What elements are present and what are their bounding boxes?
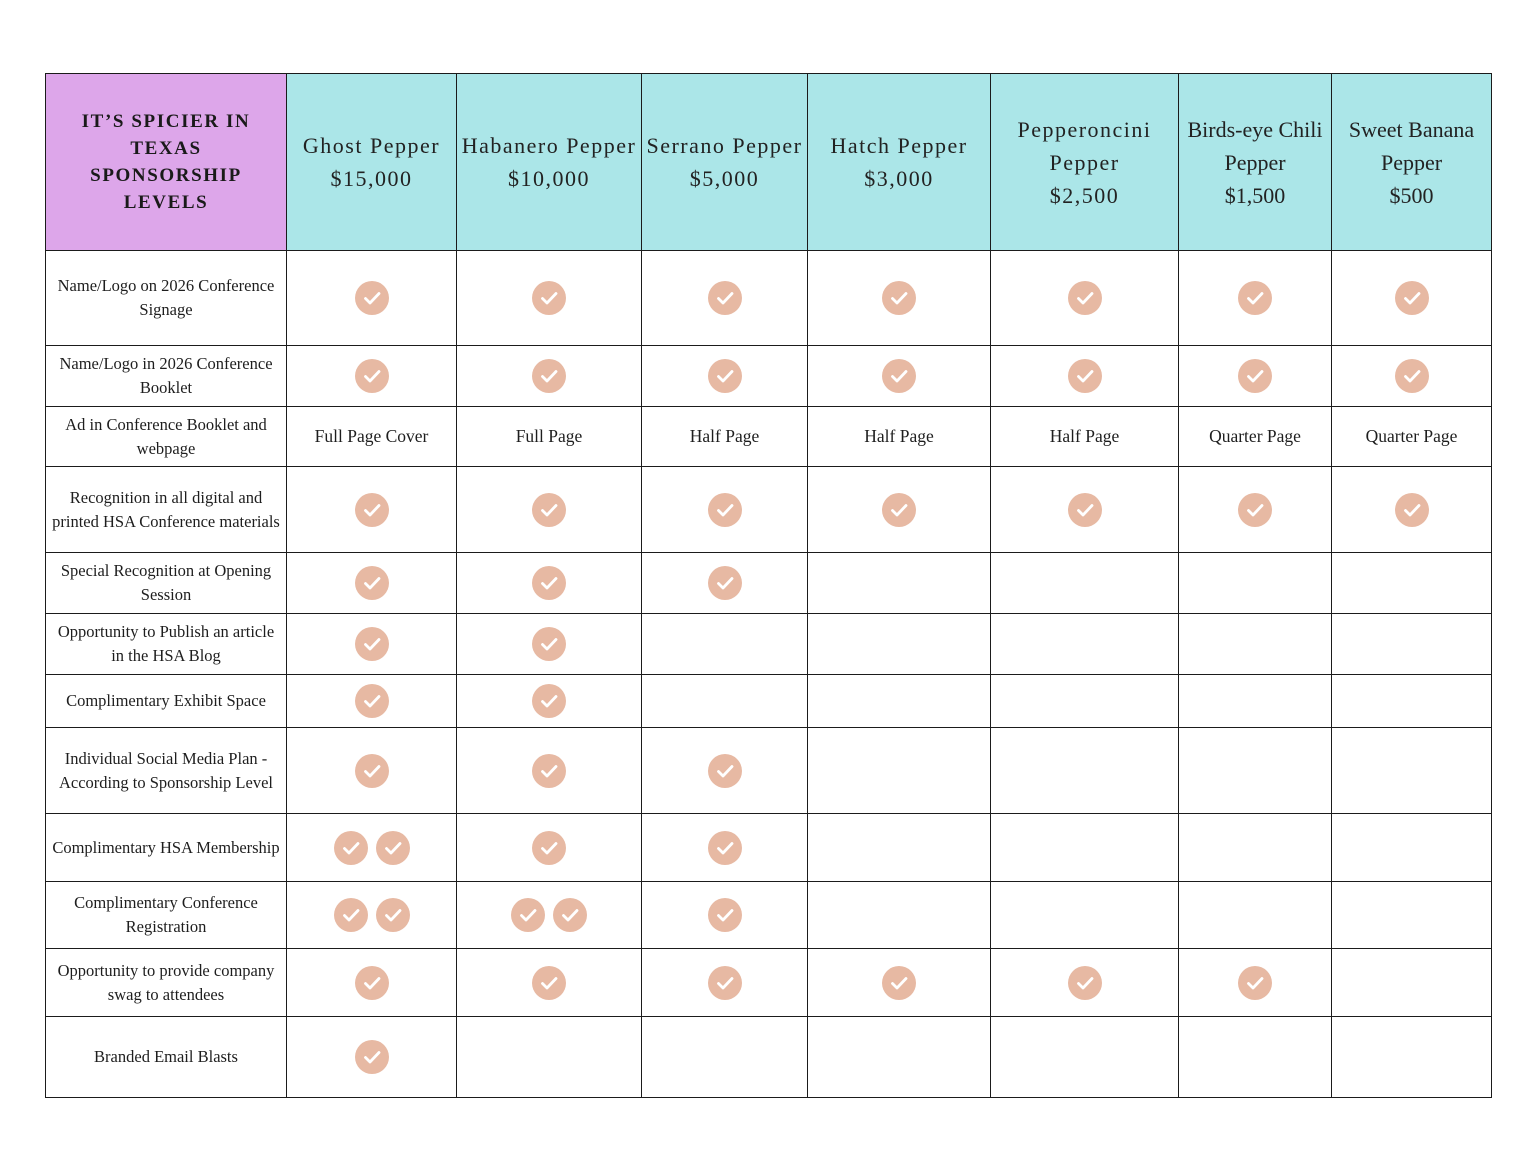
table-row [46,614,1492,675]
table-row [46,467,1492,553]
feature-label: Complimentary HSA Membership [46,814,287,882]
level-header [991,74,1179,251]
benefit-cell [287,882,457,949]
table-row [46,949,1492,1017]
check-circle-icon [708,359,742,393]
check-circle-icon [1068,281,1102,315]
benefit-cell [1179,1017,1332,1098]
check-circle-icon [532,831,566,865]
benefit-cell [991,346,1179,407]
benefit-cell [642,949,808,1017]
level-price: $500 [1389,182,1434,208]
benefit-cell [1179,949,1332,1017]
level-price: $10,000 [508,166,590,191]
check-circle-icon [334,831,368,865]
benefit-cell [1179,614,1332,675]
benefit-cell [991,675,1179,728]
benefit-cell [1332,882,1492,949]
benefit-cell [1332,251,1492,346]
level-name: Pepperoncini Pepper [1017,116,1152,175]
benefit-cell [287,814,457,882]
check-circle-icon [1068,966,1102,1000]
benefit-cell [642,728,808,814]
check-circle-icon [882,281,916,315]
check-circle-icon [355,359,389,393]
benefit-cell [808,346,991,407]
benefit-cell [808,675,991,728]
table-title-text: IT’S SPICIER IN TEXAS SPONSORSHIP LEVELS [81,111,251,213]
benefit-cell [287,949,457,1017]
benefit-cell [642,814,808,882]
level-name: Sweet Banana Pepper [1348,116,1475,175]
check-circle-icon [532,566,566,600]
benefit-cell [808,728,991,814]
check-circle-icon [708,493,742,527]
benefit-cell [1332,728,1492,814]
check-circle-icon [532,627,566,661]
benefit-cell [1332,467,1492,553]
check-circle-icon [1238,493,1272,527]
level-name: Birds-eye Chili Pepper [1187,116,1323,175]
feature-label: Individual Social Media Plan - According to Sponsorship Level [46,728,287,814]
feature-label: Opportunity to Publish an article in the HSA Blog [46,614,287,675]
check-circle-icon [532,493,566,527]
feature-label: Name/Logo in 2026 Conference Booklet [46,346,287,407]
benefit-cell [1332,407,1492,467]
level-name: Serrano Pepper [646,133,803,158]
benefit-cell [287,1017,457,1098]
benefit-cell [1179,346,1332,407]
benefit-text: Quarter Page [1209,426,1301,446]
check-circle-icon [532,359,566,393]
feature-label: Recognition in all digital and printed HSA Conference materials [46,467,287,553]
benefit-cell [991,251,1179,346]
benefit-cell [287,407,457,467]
table-row [46,346,1492,407]
check-circle-icon [1238,966,1272,1000]
benefit-cell [1179,467,1332,553]
header-row [46,74,1492,251]
feature-label: Name/Logo on 2026 Conference Signage [46,251,287,346]
level-price: $1,500 [1224,182,1286,208]
level-header [457,74,642,251]
benefit-cell [457,949,642,1017]
table-row [46,1017,1492,1098]
check-circle-icon [355,493,389,527]
check-circle-icon [553,898,587,932]
benefit-cell [457,346,642,407]
benefit-cell [1179,407,1332,467]
benefit-text: Full Page Cover [314,426,429,446]
check-circle-icon [708,966,742,1000]
check-circle-icon [1068,359,1102,393]
table-title [46,74,287,251]
benefit-cell [1332,553,1492,614]
benefit-cell [1332,949,1492,1017]
benefit-cell [1332,614,1492,675]
check-circle-icon [882,359,916,393]
table-row [46,728,1492,814]
benefit-cell [642,467,808,553]
level-price: $5,000 [689,166,760,191]
benefit-cell [457,614,642,675]
benefit-cell [287,675,457,728]
benefit-cell [808,251,991,346]
feature-label: Ad in Conference Booklet and webpage [46,407,287,467]
benefit-cell [991,1017,1179,1098]
benefit-cell [457,882,642,949]
benefit-cell [991,614,1179,675]
benefit-cell [642,553,808,614]
benefit-cell [287,251,457,346]
table-row [46,553,1492,614]
check-circle-icon [511,898,545,932]
benefit-cell [287,346,457,407]
benefit-cell [991,467,1179,553]
check-circle-icon [376,831,410,865]
table-row [46,407,1492,467]
check-circle-icon [355,627,389,661]
level-name: Habanero Pepper [461,133,637,158]
check-circle-icon [355,754,389,788]
benefit-cell [642,882,808,949]
feature-label: Special Recognition at Opening Session [46,553,287,614]
table-row [46,814,1492,882]
benefit-cell [1332,675,1492,728]
level-price: $2,500 [1049,182,1120,208]
benefit-text: Quarter Page [1365,426,1458,446]
benefit-cell [457,553,642,614]
check-circle-icon [1238,281,1272,315]
benefit-cell [642,251,808,346]
level-name: Ghost Pepper [302,133,441,158]
feature-label: Branded Email Blasts [46,1017,287,1098]
check-circle-icon [1395,359,1429,393]
check-circle-icon [334,898,368,932]
benefit-cell [808,407,991,467]
level-header [808,74,991,251]
check-circle-icon [355,281,389,315]
benefit-cell [457,251,642,346]
level-price: $3,000 [864,166,934,191]
benefit-cell [1179,675,1332,728]
check-circle-icon [882,493,916,527]
benefit-cell [287,467,457,553]
level-name: Hatch Pepper [830,133,968,158]
benefit-text: Full Page [515,426,583,446]
table-row [46,251,1492,346]
benefit-cell [808,1017,991,1098]
benefit-cell [991,553,1179,614]
check-circle-icon [532,281,566,315]
table-body [46,251,1492,1098]
check-circle-icon [1395,493,1429,527]
benefit-cell [1179,553,1332,614]
level-header [287,74,457,251]
check-circle-icon [1068,493,1102,527]
benefit-text: Half Page [689,426,760,446]
benefit-cell [287,553,457,614]
check-circle-icon [532,754,566,788]
benefit-cell [457,814,642,882]
benefit-cell [808,949,991,1017]
benefit-cell [457,675,642,728]
benefit-cell [457,467,642,553]
benefit-text: Half Page [1049,426,1120,446]
benefit-cell [1332,1017,1492,1098]
level-header [642,74,808,251]
check-circle-icon [532,684,566,718]
benefit-cell [808,882,991,949]
benefit-cell [1179,814,1332,882]
sponsorship-table [45,73,1492,1098]
table-row [46,675,1492,728]
benefit-cell [991,728,1179,814]
check-circle-icon [708,281,742,315]
feature-label: Complimentary Conference Registration [46,882,287,949]
benefit-cell [1179,728,1332,814]
check-circle-icon [708,898,742,932]
benefit-cell [991,407,1179,467]
benefit-cell [808,614,991,675]
benefit-cell [808,467,991,553]
benefit-cell [642,675,808,728]
benefit-cell [991,882,1179,949]
table-row [46,882,1492,949]
check-circle-icon [355,684,389,718]
benefit-cell [808,814,991,882]
level-header [1332,74,1492,251]
check-circle-icon [882,966,916,1000]
check-circle-icon [708,566,742,600]
benefit-cell [457,407,642,467]
benefit-cell [642,614,808,675]
feature-label: Complimentary Exhibit Space [46,675,287,728]
benefit-cell [991,949,1179,1017]
check-circle-icon [532,966,566,1000]
benefit-text: Half Page [864,426,934,446]
benefit-cell [991,814,1179,882]
benefit-cell [1332,346,1492,407]
level-header [1179,74,1332,251]
check-circle-icon [355,966,389,1000]
level-price: $15,000 [330,166,413,191]
benefit-cell [1332,814,1492,882]
benefit-cell [808,553,991,614]
check-circle-icon [1238,359,1272,393]
check-circle-icon [376,898,410,932]
check-circle-icon [1395,281,1429,315]
check-circle-icon [708,754,742,788]
benefit-cell [642,1017,808,1098]
feature-label: Opportunity to provide company swag to attendees [46,949,287,1017]
benefit-cell [642,407,808,467]
check-circle-icon [355,566,389,600]
benefit-cell [1179,251,1332,346]
benefit-cell [1179,882,1332,949]
check-circle-icon [708,831,742,865]
check-circle-icon [355,1040,389,1074]
benefit-cell [457,728,642,814]
benefit-cell [457,1017,642,1098]
benefit-cell [642,346,808,407]
benefit-cell [287,728,457,814]
benefit-cell [287,614,457,675]
